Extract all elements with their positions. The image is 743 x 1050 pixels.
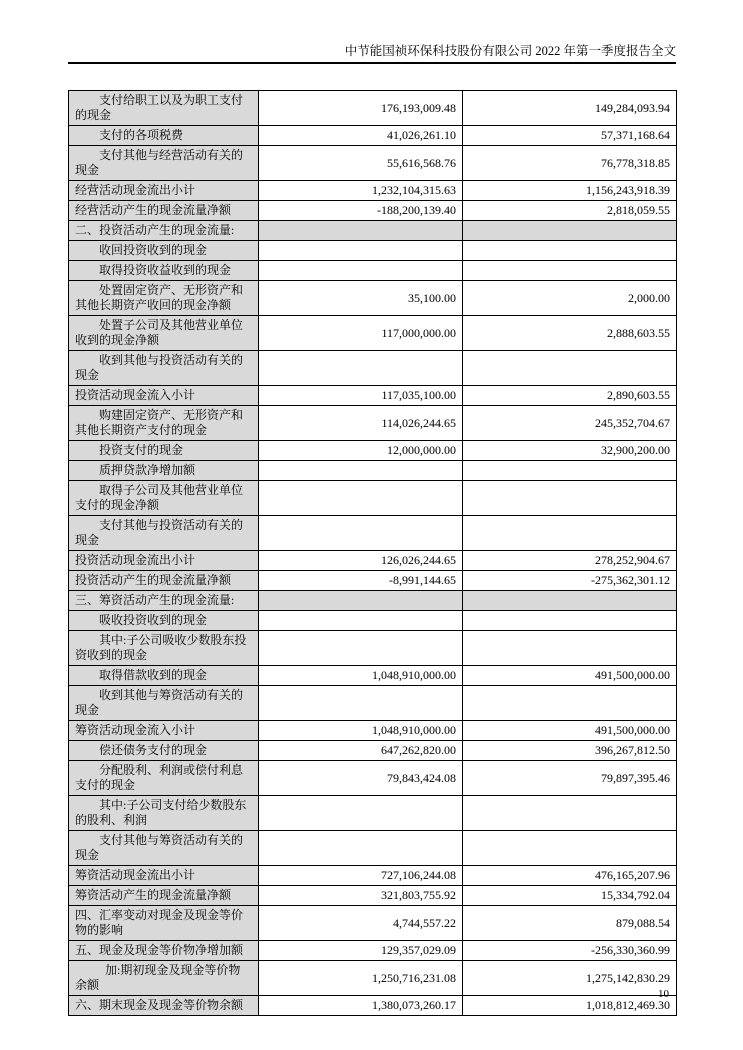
row-value-col-2: 76,778,318.85 [463, 146, 677, 181]
row-value-col-2 [463, 831, 677, 866]
table-row [69, 146, 677, 181]
row-value-col-1 [259, 461, 463, 481]
table-row [69, 906, 677, 941]
row-value-col-2: 396,267,812.50 [463, 741, 677, 761]
row-value-col-1: 176,193,009.48 [259, 91, 463, 126]
table-row [69, 181, 677, 201]
table-row [69, 461, 677, 481]
table-row [69, 441, 677, 461]
row-value-col-2: 2,000.00 [463, 281, 677, 316]
row-label: 偿还债务支付的现金 [69, 741, 259, 761]
row-label: 筹资活动现金流入小计 [69, 721, 259, 741]
row-label: 支付给职工以及为职工支付的现金 [69, 91, 259, 126]
row-value-col-2 [463, 461, 677, 481]
page-content [68, 0, 676, 1016]
row-value-col-2 [463, 796, 677, 831]
row-value-col-2: 79,897,395.46 [463, 761, 677, 796]
cash-flow-table-body [69, 91, 677, 1016]
row-value-col-2 [463, 591, 677, 611]
row-value-col-1: 129,357,029.09 [259, 941, 463, 961]
section-header-row [69, 221, 677, 241]
row-label: 收回投资收到的现金 [69, 241, 259, 261]
table-row [69, 611, 677, 631]
row-value-col-2: 278,252,904.67 [463, 551, 677, 571]
row-value-col-1 [259, 611, 463, 631]
row-label: 其中:子公司支付给少数股东的股利、利润 [69, 796, 259, 831]
table-row [69, 941, 677, 961]
row-label: 取得子公司及其他营业单位支付的现金净额 [69, 481, 259, 516]
row-label: 处置固定资产、无形资产和其他长期资产收回的现金净额 [69, 281, 259, 316]
table-row [69, 721, 677, 741]
row-label: 其中:子公司吸收少数股东投资收到的现金 [69, 631, 259, 666]
table-row [69, 481, 677, 516]
row-value-col-2: 879,088.54 [463, 906, 677, 941]
row-label: 吸收投资收到的现金 [69, 611, 259, 631]
header-rule [68, 62, 676, 64]
row-label: 投资活动现金流出小计 [69, 551, 259, 571]
row-value-col-2: 149,284,093.94 [463, 91, 677, 126]
table-row [69, 281, 677, 316]
row-value-col-2: 15,334,792.04 [463, 886, 677, 906]
row-value-col-2 [463, 261, 677, 281]
row-label: 三、筹资活动产生的现金流量: [69, 591, 259, 611]
table-row [69, 386, 677, 406]
row-value-col-2 [463, 241, 677, 261]
row-value-col-2: 1,275,142,830.29 [463, 961, 677, 996]
row-value-col-2: 32,900,200.00 [463, 441, 677, 461]
row-value-col-2: 57,371,168.64 [463, 126, 677, 146]
report-header-title: 中节能国祯环保科技股份有限公司 2022 年第一季度报告全文 [344, 44, 676, 58]
row-value-col-2: 2,818,059.55 [463, 201, 677, 221]
row-value-col-2 [463, 631, 677, 666]
row-value-col-1: 117,000,000.00 [259, 316, 463, 351]
row-value-col-1: 1,048,910,000.00 [259, 666, 463, 686]
row-value-col-1: 1,232,104,315.63 [259, 181, 463, 201]
row-label: 投资支付的现金 [69, 441, 259, 461]
row-value-col-2: 476,165,207.96 [463, 866, 677, 886]
table-row [69, 316, 677, 351]
row-value-col-2 [463, 516, 677, 551]
row-label: 支付其他与投资活动有关的现金 [69, 516, 259, 551]
table-row [69, 406, 677, 441]
row-value-col-1: 4,744,557.22 [259, 906, 463, 941]
row-value-col-2: 2,888,603.55 [463, 316, 677, 351]
row-value-col-1: 321,803,755.92 [259, 886, 463, 906]
row-value-col-2: 2,890,603.55 [463, 386, 677, 406]
row-label: 分配股利、利润或偿付利息支付的现金 [69, 761, 259, 796]
row-value-col-2: 491,500,000.00 [463, 666, 677, 686]
row-value-col-2: 491,500,000.00 [463, 721, 677, 741]
row-value-col-2 [463, 611, 677, 631]
table-row [69, 91, 677, 126]
row-label: 支付的各项税费 [69, 126, 259, 146]
row-label: 六、期末现金及现金等价物余额 [69, 996, 259, 1016]
row-value-col-1: 35,100.00 [259, 281, 463, 316]
table-row [69, 516, 677, 551]
row-label: 处置子公司及其他营业单位收到的现金净额 [69, 316, 259, 351]
row-value-col-1: 727,106,244.08 [259, 866, 463, 886]
row-label: 筹资活动产生的现金流量净额 [69, 886, 259, 906]
row-label: 投资活动产生的现金流量净额 [69, 571, 259, 591]
row-value-col-2: 245,352,704.67 [463, 406, 677, 441]
table-row [69, 666, 677, 686]
row-value-col-1: 114,026,244.65 [259, 406, 463, 441]
table-row [69, 551, 677, 571]
table-row [69, 686, 677, 721]
row-value-col-1: 117,035,100.00 [259, 386, 463, 406]
table-row [69, 831, 677, 866]
row-label: 经营活动现金流出小计 [69, 181, 259, 201]
row-value-col-1: 1,048,910,000.00 [259, 721, 463, 741]
row-label: 加:期初现金及现金等价物余额 [69, 961, 259, 996]
table-row [69, 261, 677, 281]
table-row [69, 741, 677, 761]
row-label: 取得投资收益收到的现金 [69, 261, 259, 281]
table-row [69, 241, 677, 261]
row-value-col-1: 1,250,716,231.08 [259, 961, 463, 996]
table-row [69, 351, 677, 386]
table-row [69, 201, 677, 221]
page-number: 10 [658, 988, 669, 1000]
row-label: 经营活动产生的现金流量净额 [69, 201, 259, 221]
row-value-col-1: 126,026,244.65 [259, 551, 463, 571]
row-value-col-1: 12,000,000.00 [259, 441, 463, 461]
row-value-col-2 [463, 221, 677, 241]
row-value-col-1: 55,616,568.76 [259, 146, 463, 181]
row-value-col-1: 79,843,424.08 [259, 761, 463, 796]
row-label: 五、现金及现金等价物净增加额 [69, 941, 259, 961]
row-value-col-1: -188,200,139.40 [259, 201, 463, 221]
row-value-col-1 [259, 516, 463, 551]
row-value-col-2 [463, 351, 677, 386]
table-row [69, 961, 677, 996]
row-value-col-1 [259, 261, 463, 281]
row-value-col-1 [259, 686, 463, 721]
table-row [69, 886, 677, 906]
row-value-col-1 [259, 241, 463, 261]
table-row [69, 631, 677, 666]
row-value-col-1: 41,026,261.10 [259, 126, 463, 146]
row-value-col-1 [259, 591, 463, 611]
row-value-col-2: -275,362,301.12 [463, 571, 677, 591]
row-value-col-1: 1,380,073,260.17 [259, 996, 463, 1016]
row-value-col-1 [259, 221, 463, 241]
table-row [69, 571, 677, 591]
row-value-col-1 [259, 481, 463, 516]
table-row [69, 126, 677, 146]
row-label: 收到其他与筹资活动有关的现金 [69, 686, 259, 721]
row-label: 投资活动现金流入小计 [69, 386, 259, 406]
row-value-col-1 [259, 796, 463, 831]
table-row [69, 866, 677, 886]
section-header-row [69, 591, 677, 611]
table-row [69, 996, 677, 1016]
row-label: 收到其他与投资活动有关的现金 [69, 351, 259, 386]
row-value-col-2: 1,018,812,469.30 [463, 996, 677, 1016]
row-label: 支付其他与经营活动有关的现金 [69, 146, 259, 181]
row-label: 取得借款收到的现金 [69, 666, 259, 686]
table-row [69, 761, 677, 796]
row-value-col-1: 647,262,820.00 [259, 741, 463, 761]
row-value-col-1: -8,991,144.65 [259, 571, 463, 591]
row-value-col-2 [463, 686, 677, 721]
row-value-col-2: 1,156,243,918.39 [463, 181, 677, 201]
row-value-col-2: -256,330,360.99 [463, 941, 677, 961]
row-label: 筹资活动现金流出小计 [69, 866, 259, 886]
row-label: 支付其他与筹资活动有关的现金 [69, 831, 259, 866]
row-value-col-2 [463, 481, 677, 516]
row-value-col-1 [259, 351, 463, 386]
row-value-col-1 [259, 631, 463, 666]
row-label: 购建固定资产、无形资产和其他长期资产支付的现金 [69, 406, 259, 441]
row-label: 二、投资活动产生的现金流量: [69, 221, 259, 241]
row-label: 质押贷款净增加额 [69, 461, 259, 481]
row-label: 四、汇率变动对现金及现金等价物的影响 [69, 906, 259, 941]
table-row [69, 796, 677, 831]
row-value-col-1 [259, 831, 463, 866]
cash-flow-table [68, 90, 677, 1016]
